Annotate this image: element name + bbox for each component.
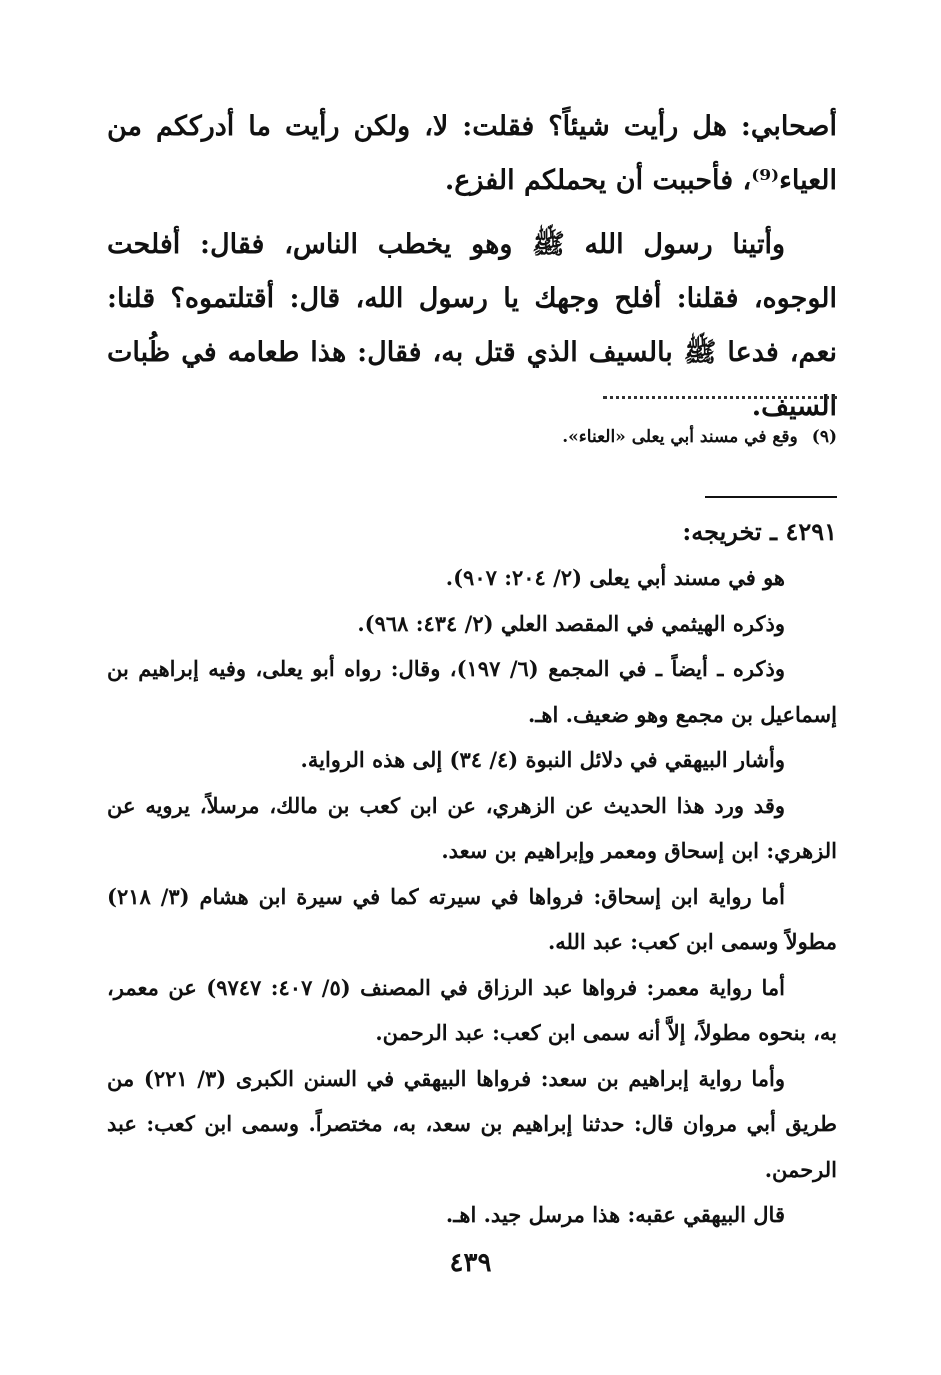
page-number: ٤٣٩	[449, 1248, 492, 1278]
footnote-number: (٩)	[811, 427, 837, 447]
takhrij-paragraph: أما رواية معمر: فرواها عبد الرزاق في المصنف (٥/ ٤٠٧: ٩٧٤٧) عن معمر، به، بنحوه مطولاً، إلاَّ أنه سمى ابن كعب: عبد الرحمن.	[107, 974, 837, 1045]
footnote-text: وقع في مسند أبي يعلى «العناء».	[562, 427, 798, 447]
takhrij-paragraph: وأما رواية إبراهيم بن سعد: فرواها البيهقي في السنن الكبرى (٣/ ٢٢١) من طريق أبي مروان قال: حدثنا إبراهيم بن سعد، به، مختصراً. وسمى ابن كعب: عبد الرحمن.	[107, 1065, 837, 1182]
takhrij-heading: ٤٢٩١ ـ تخريجه:	[682, 517, 837, 546]
takhrij-paragraph: هو في مسند أبي يعلى (٢/ ٢٠٤: ٩٠٧).	[445, 565, 785, 590]
footnote-separator-dots	[603, 396, 837, 399]
takhrij-paragraph: قال البيهقي عقبه: هذا مرسل جيد. اهـ.	[445, 1202, 785, 1227]
takhrij-paragraph: أما رواية ابن إسحاق: فرواها في سيرته كما في سيرة ابن هشام (٣/ ٢١٨) مطولاً وسمى ابن كعب: عبد الله.	[107, 883, 837, 954]
main-paragraph: وأتينا رسول الله ﷺ وهو يخطب الناس، فقال: أفلحت الوجوه، فقلنا: أفلح وجهك يا رسول الله، قال: أقتلتموه؟ قلنا: نعم، فدعا ﷺ بالسيف الذي قتل به، فقال: هذا طعامه في ظُبات السيف.	[107, 229, 837, 422]
footnote	[107, 422, 837, 452]
takhrij-paragraph: وأشار البيهقي في دلائل النبوة (٤/ ٣٤) إلى هذه الرواية.	[300, 747, 785, 772]
takhrij-paragraph: وذكره الهيثمي في المقصد العلي (٢/ ٤٣٤: ٩٦٨).	[357, 610, 785, 636]
main-paragraph: أصحابي: هل رأيت شيئاً؟ فقلت: لا، ولكن رأيت ما أدرككم من العياء⁽⁹⁾، فأحببت أن يحملكم الفزع.	[107, 111, 837, 196]
takhrij-section	[107, 555, 837, 1238]
main-text	[107, 100, 837, 434]
takhrij-paragraph: وقد ورد هذا الحديث عن الزهري، عن ابن كعب بن مالك، مرسلاً، يرويه عن الزهري: ابن إسحاق ومعمر وإبراهيم بن سعد.	[107, 792, 837, 863]
section-divider	[705, 496, 837, 498]
takhrij-paragraph: وذكره ـ أيضاً ـ في المجمع (٦/ ١٩٧)، وقال: رواه أبو يعلى، وفيه إبراهيم بن إسماعيل بن مجمع وهو ضعيف. اهـ.	[107, 656, 837, 727]
